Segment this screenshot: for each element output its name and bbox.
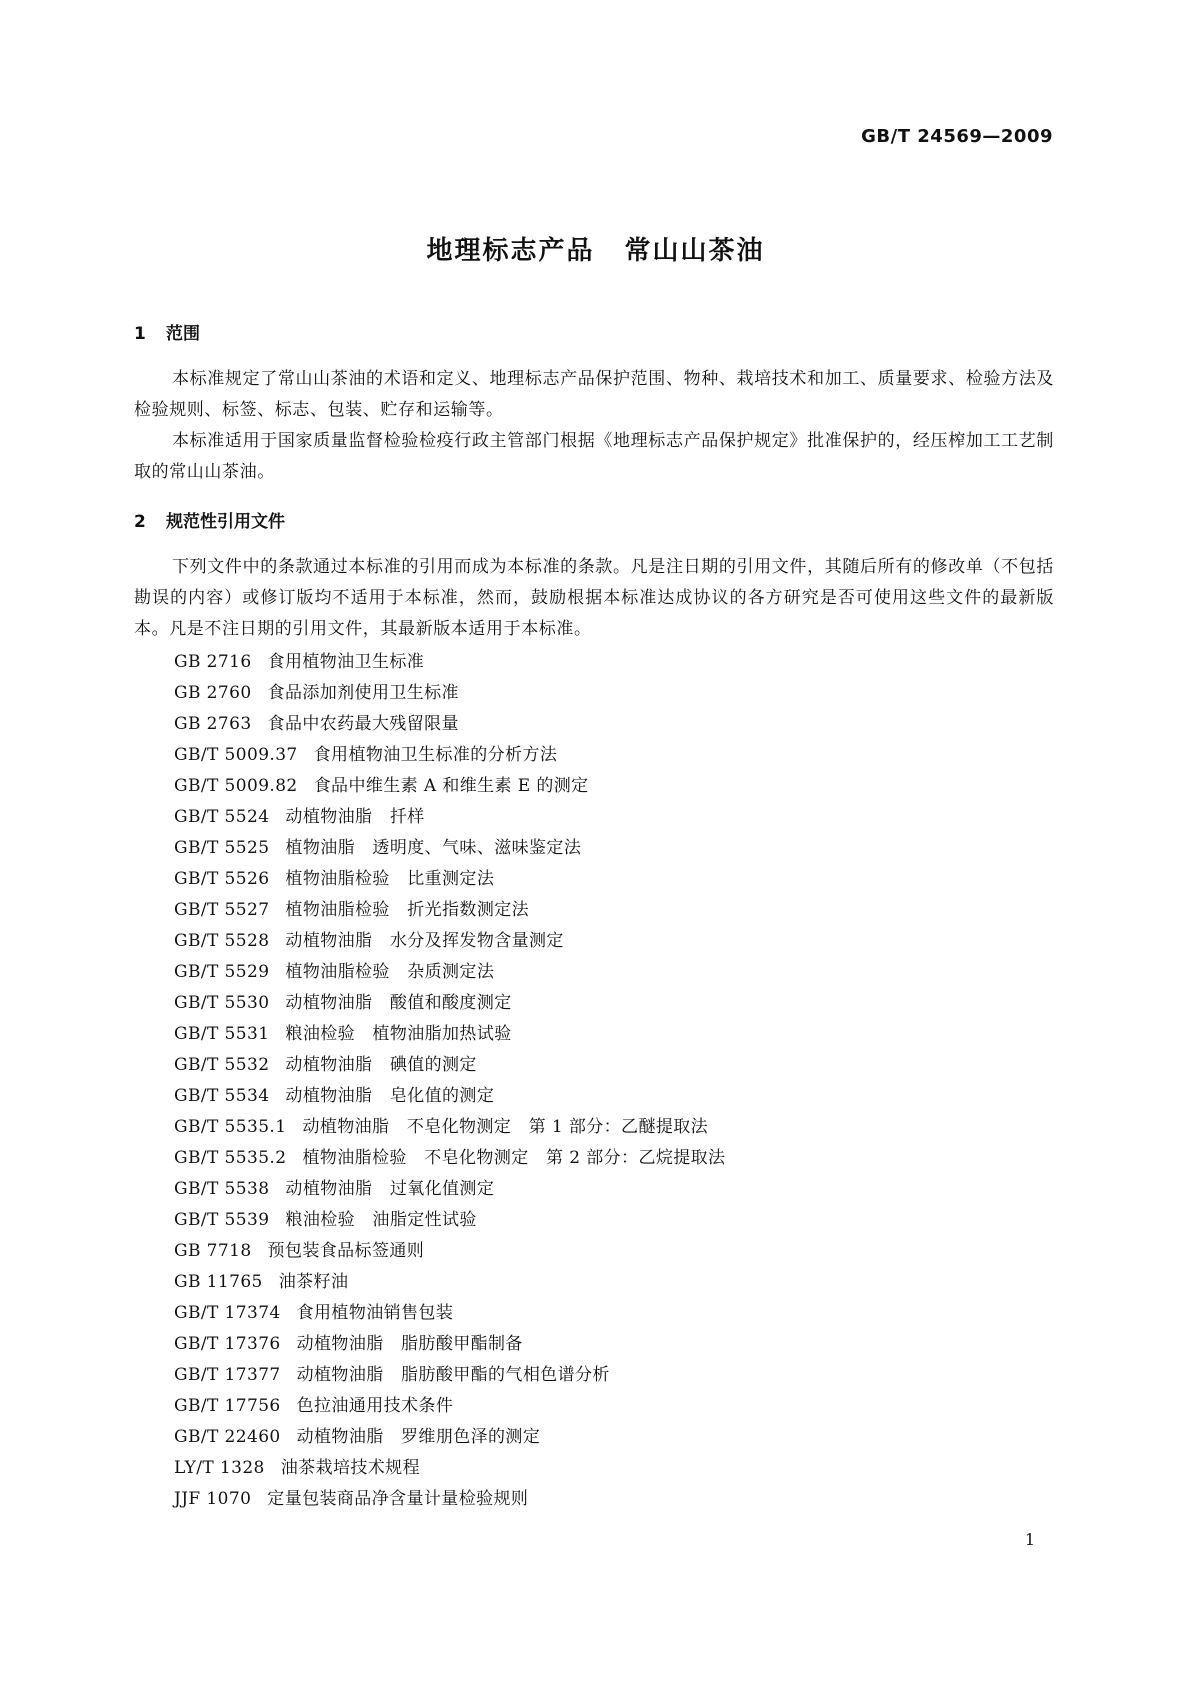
- reference-title: 油茶籽油: [278, 1272, 349, 1292]
- reference-item: [174, 988, 1054, 1019]
- section-number: 1: [134, 324, 146, 344]
- reference-item: [174, 864, 1054, 895]
- reference-item: [174, 709, 1054, 740]
- reference-item: [174, 833, 1054, 864]
- reference-item: [174, 1205, 1054, 1236]
- reference-title: 动植物油脂 不皂化物测定 第 1 部分：乙醚提取法: [302, 1117, 709, 1137]
- section-title: 规范性引用文件: [166, 512, 285, 532]
- reference-code: GB/T 17374: [174, 1303, 281, 1323]
- reference-title: 油茶栽培技术规程: [280, 1458, 420, 1478]
- reference-item: [174, 957, 1054, 988]
- reference-item: [174, 1236, 1054, 1267]
- title-part-1: 地理标志产品: [426, 236, 595, 266]
- reference-item: [174, 926, 1054, 957]
- reference-code: GB 11765: [174, 1272, 263, 1292]
- reference-title: 动植物油脂 碘值的测定: [285, 1055, 477, 1075]
- reference-title: 预包装食品标签通则: [267, 1241, 425, 1261]
- reference-title: 动植物油脂 酸值和酸度测定: [285, 993, 512, 1013]
- reference-code: GB 2716: [174, 652, 252, 672]
- reference-title: 定量包装商品净含量计量检验规则: [267, 1489, 529, 1509]
- reference-code: GB/T 5535.2: [174, 1148, 287, 1168]
- reference-title: 粮油检验 植物油脂加热试验: [285, 1024, 512, 1044]
- page-number: 1: [1024, 1530, 1035, 1549]
- reference-item: [174, 1360, 1054, 1391]
- reference-item: [174, 1081, 1054, 1112]
- reference-title: 食品添加剂使用卫生标准: [267, 683, 459, 703]
- reference-item: [174, 1050, 1054, 1081]
- reference-code: GB/T 5534: [174, 1086, 270, 1106]
- reference-code: GB/T 5529: [174, 962, 270, 982]
- page-title: [0, 230, 1191, 267]
- reference-item: [174, 740, 1054, 771]
- reference-title: 植物油脂检验 比重测定法: [285, 869, 495, 889]
- paragraph: 下列文件中的条款通过本标准的引用而成为本标准的条款。凡是注日期的引用文件，其随后所有的修改单（不包括勘误的内容）或修订版均不适用于本标准，然而，鼓励根据本标准达成协议的各方研究是否可使用这些文件的最新版本。凡是不注日期的引用文件，其最新版本适用于本标准。: [134, 557, 1054, 639]
- reference-item: [174, 1019, 1054, 1050]
- paragraph: 本标准规定了常山山茶油的术语和定义、地理标志产品保护范围、物种、栽培技术和加工、质量要求、检验方法及检验规则、标签、标志、包装、贮存和运输等。: [134, 369, 1054, 420]
- reference-code: GB 2763: [174, 714, 252, 734]
- reference-title: 植物油脂检验 折光指数测定法: [285, 900, 530, 920]
- reference-title: 动植物油脂 罗维朋色泽的测定: [296, 1427, 541, 1447]
- document-body: [134, 322, 1054, 1515]
- reference-code: GB/T 5009.37: [174, 745, 298, 765]
- reference-title: 粮油检验 油脂定性试验: [285, 1210, 477, 1230]
- reference-code: GB/T 5527: [174, 900, 270, 920]
- reference-code: GB 7718: [174, 1241, 252, 1261]
- reference-title: 食品中维生素 A 和维生素 E 的测定: [313, 776, 589, 796]
- reference-item: [174, 771, 1054, 802]
- section-heading: [134, 322, 1054, 346]
- reference-item: [174, 1484, 1054, 1515]
- reference-code: GB/T 5524: [174, 807, 270, 827]
- reference-item: [174, 1329, 1054, 1360]
- reference-item: [174, 678, 1054, 709]
- reference-code: GB/T 17376: [174, 1334, 281, 1354]
- reference-title: 植物油脂 透明度、气味、滋味鉴定法: [285, 838, 582, 858]
- reference-code: GB/T 5538: [174, 1179, 270, 1199]
- standard-code: GB/T 24569—2009: [861, 126, 1053, 147]
- reference-item: [174, 1174, 1054, 1205]
- reference-code: GB/T 5531: [174, 1024, 270, 1044]
- reference-title: 食品中农药最大残留限量: [267, 714, 459, 734]
- section-title: 范围: [166, 324, 200, 344]
- reference-list: [134, 647, 1054, 1515]
- reference-item: [174, 1143, 1054, 1174]
- title-part-2: 常山山茶油: [624, 236, 765, 266]
- reference-item: [174, 647, 1054, 678]
- reference-title: 食用植物油卫生标准的分析方法: [313, 745, 558, 765]
- reference-item: [174, 802, 1054, 833]
- reference-code: GB/T 5532: [174, 1055, 270, 1075]
- reference-title: 动植物油脂 皂化值的测定: [285, 1086, 495, 1106]
- reference-item: [174, 1453, 1054, 1484]
- reference-code: GB/T 17377: [174, 1365, 281, 1385]
- section-heading: [134, 510, 1054, 534]
- reference-item: [174, 1298, 1054, 1329]
- reference-code: LY/T 1328: [174, 1458, 265, 1478]
- reference-title: 色拉油通用技术条件: [296, 1396, 454, 1416]
- section-normative-references: [134, 510, 1054, 1515]
- reference-title: 动植物油脂 脂肪酸甲酯的气相色谱分析: [296, 1365, 610, 1385]
- reference-item: [174, 1112, 1054, 1143]
- reference-title: 食用植物油卫生标准: [267, 652, 425, 672]
- reference-code: JJF 1070: [174, 1489, 252, 1509]
- section-number: 2: [134, 512, 146, 532]
- reference-code: GB/T 5525: [174, 838, 270, 858]
- reference-item: [174, 1422, 1054, 1453]
- reference-code: GB/T 17756: [174, 1396, 281, 1416]
- reference-title: 植物油脂检验 不皂化物测定 第 2 部分：乙烷提取法: [302, 1148, 726, 1168]
- reference-code: GB/T 5526: [174, 869, 270, 889]
- reference-title: 食用植物油销售包装: [296, 1303, 454, 1323]
- reference-code: GB/T 22460: [174, 1427, 281, 1447]
- reference-title: 动植物油脂 脂肪酸甲酯制备: [296, 1334, 523, 1354]
- reference-code: GB/T 5539: [174, 1210, 270, 1230]
- reference-code: GB 2760: [174, 683, 252, 703]
- reference-code: GB/T 5009.82: [174, 776, 298, 796]
- paragraph: 本标准适用于国家质量监督检验检疫行政主管部门根据《地理标志产品保护规定》批准保护的，经压榨加工工艺制取的常山山茶油。: [134, 431, 1054, 482]
- reference-title: 动植物油脂 过氧化值测定: [285, 1179, 495, 1199]
- reference-title: 动植物油脂 扦样: [285, 807, 425, 827]
- reference-title: 植物油脂检验 杂质测定法: [285, 962, 495, 982]
- reference-title: 动植物油脂 水分及挥发物含量测定: [285, 931, 564, 951]
- reference-item: [174, 1267, 1054, 1298]
- reference-code: GB/T 5530: [174, 993, 270, 1013]
- reference-code: GB/T 5535.1: [174, 1117, 287, 1137]
- reference-item: [174, 1391, 1054, 1422]
- section-scope: [134, 322, 1054, 488]
- reference-code: GB/T 5528: [174, 931, 270, 951]
- reference-item: [174, 895, 1054, 926]
